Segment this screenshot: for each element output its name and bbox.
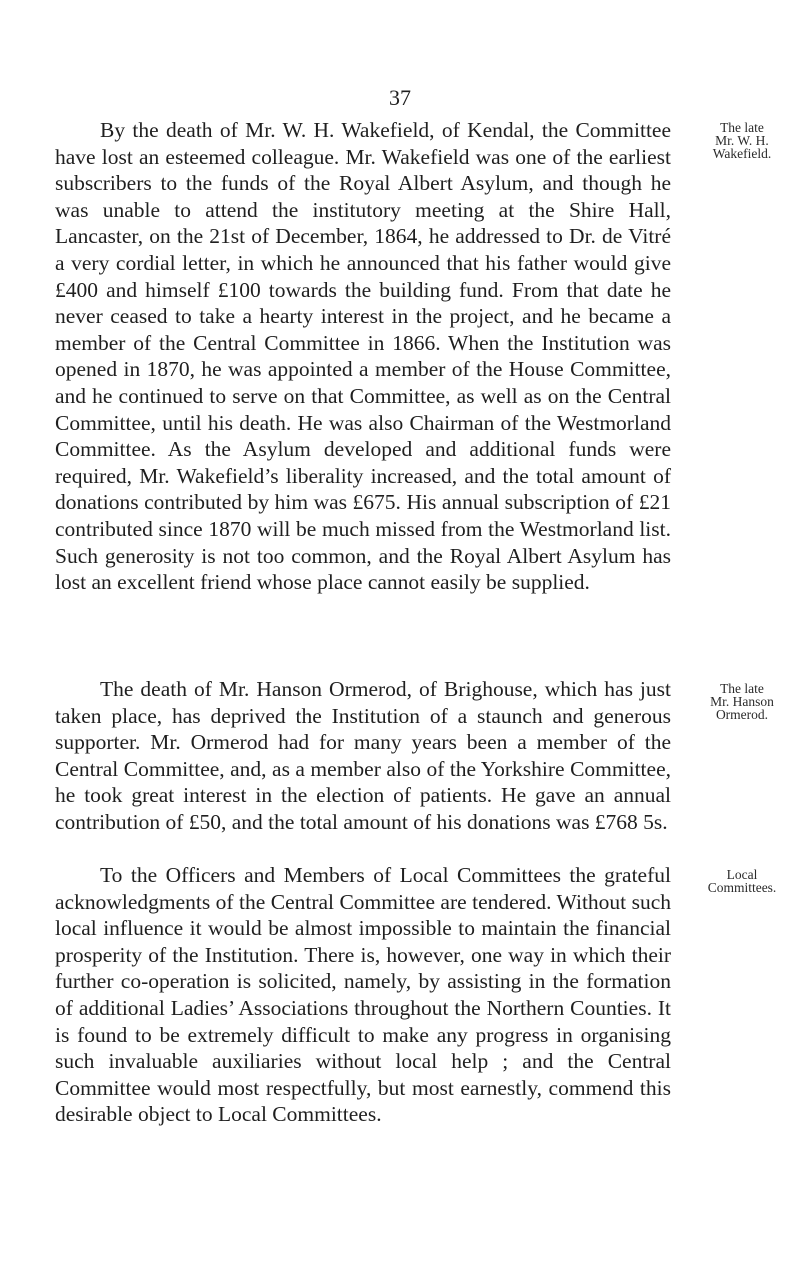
margin-note-line: Mr. W. H. bbox=[715, 133, 769, 148]
margin-note-local-committees bbox=[688, 868, 796, 894]
paragraph-ormerod bbox=[55, 676, 671, 836]
page-number: 37 bbox=[389, 85, 411, 110]
margin-note-line: The late bbox=[720, 681, 764, 696]
margin-note-wakefield bbox=[688, 121, 796, 160]
paragraph-text: By the death of Mr. W. H. Wakefield, of Kendal, the Committee have lost an esteemed colleague. Mr. Wakefield was one of the earliest subscribers to the funds of the Royal Albert Asylum, and though he was unable to attend the institutory meeting at the Shire Hall, Lancaster, on the 21st of December, 1864, he addressed to Dr. de Vitré a very cordial letter, in which he announced that his father would give £400 and himself £100 towards the building fund. From that date he never ceased to take a hearty interest in the project, and he became a member of the Central Committee in 1866. When the Institution was opened in 1870, he was appointed a member of the House Committee, and he continued to serve on that Committee, as well as on the Central Committee, until his death. He was also Chairman of the Westmorland Committee. As the Asylum developed and additional funds were required, Mr. Wakefield’s liberality increased, and the total amount of donations contributed by him was £675. His annual subscription of £21 contributed since 1870 will be much missed from the Westmorland list. Such generosity is not too common, and the Royal Albert Asylum has lost an excellent friend whose place cannot easily be supplied. bbox=[55, 118, 671, 595]
margin-note-line: The late bbox=[720, 120, 764, 135]
margin-note-line: Wakefield. bbox=[712, 146, 772, 161]
paragraph-text: The death of Mr. Hanson Ormerod, of Brighouse, which has just taken place, has deprived the Institution of a staunch and generous supporter. Mr. Ormerod had for many years been a member of the Central Committee, and, as a member also of the Yorkshire Committee, he took great interest in the election of patients. He gave an annual contribution of £50, and the total amount of his donations was £768 5s. bbox=[55, 677, 671, 834]
margin-note-ormerod bbox=[688, 682, 796, 721]
margin-note-line: Ormerod. bbox=[715, 707, 769, 722]
margin-note-line: Local bbox=[726, 867, 758, 882]
margin-note-line: Committees. bbox=[707, 880, 777, 895]
paragraph-local-committees bbox=[55, 862, 671, 1128]
margin-note-line: Mr. Hanson bbox=[710, 694, 774, 709]
paragraph-wakefield bbox=[55, 117, 671, 596]
paragraph-text: To the Officers and Members of Local Committees the grateful acknowledgments of the Central Committee are tendered. Without such local influence it would be almost impossible to maintain the financial prosperity of the Institution. There is, however, one way in which their further co-operation is solicited, namely, by assisting in the formation of additional Ladies’ Associations throughout the Northern Counties. It is found to be extremely difficult to make any progress in organising such invaluable auxiliaries without local help ; and the Central Committee would most respectfully, but most earnestly, commend this desirable object to Local Committees. bbox=[55, 863, 671, 1127]
